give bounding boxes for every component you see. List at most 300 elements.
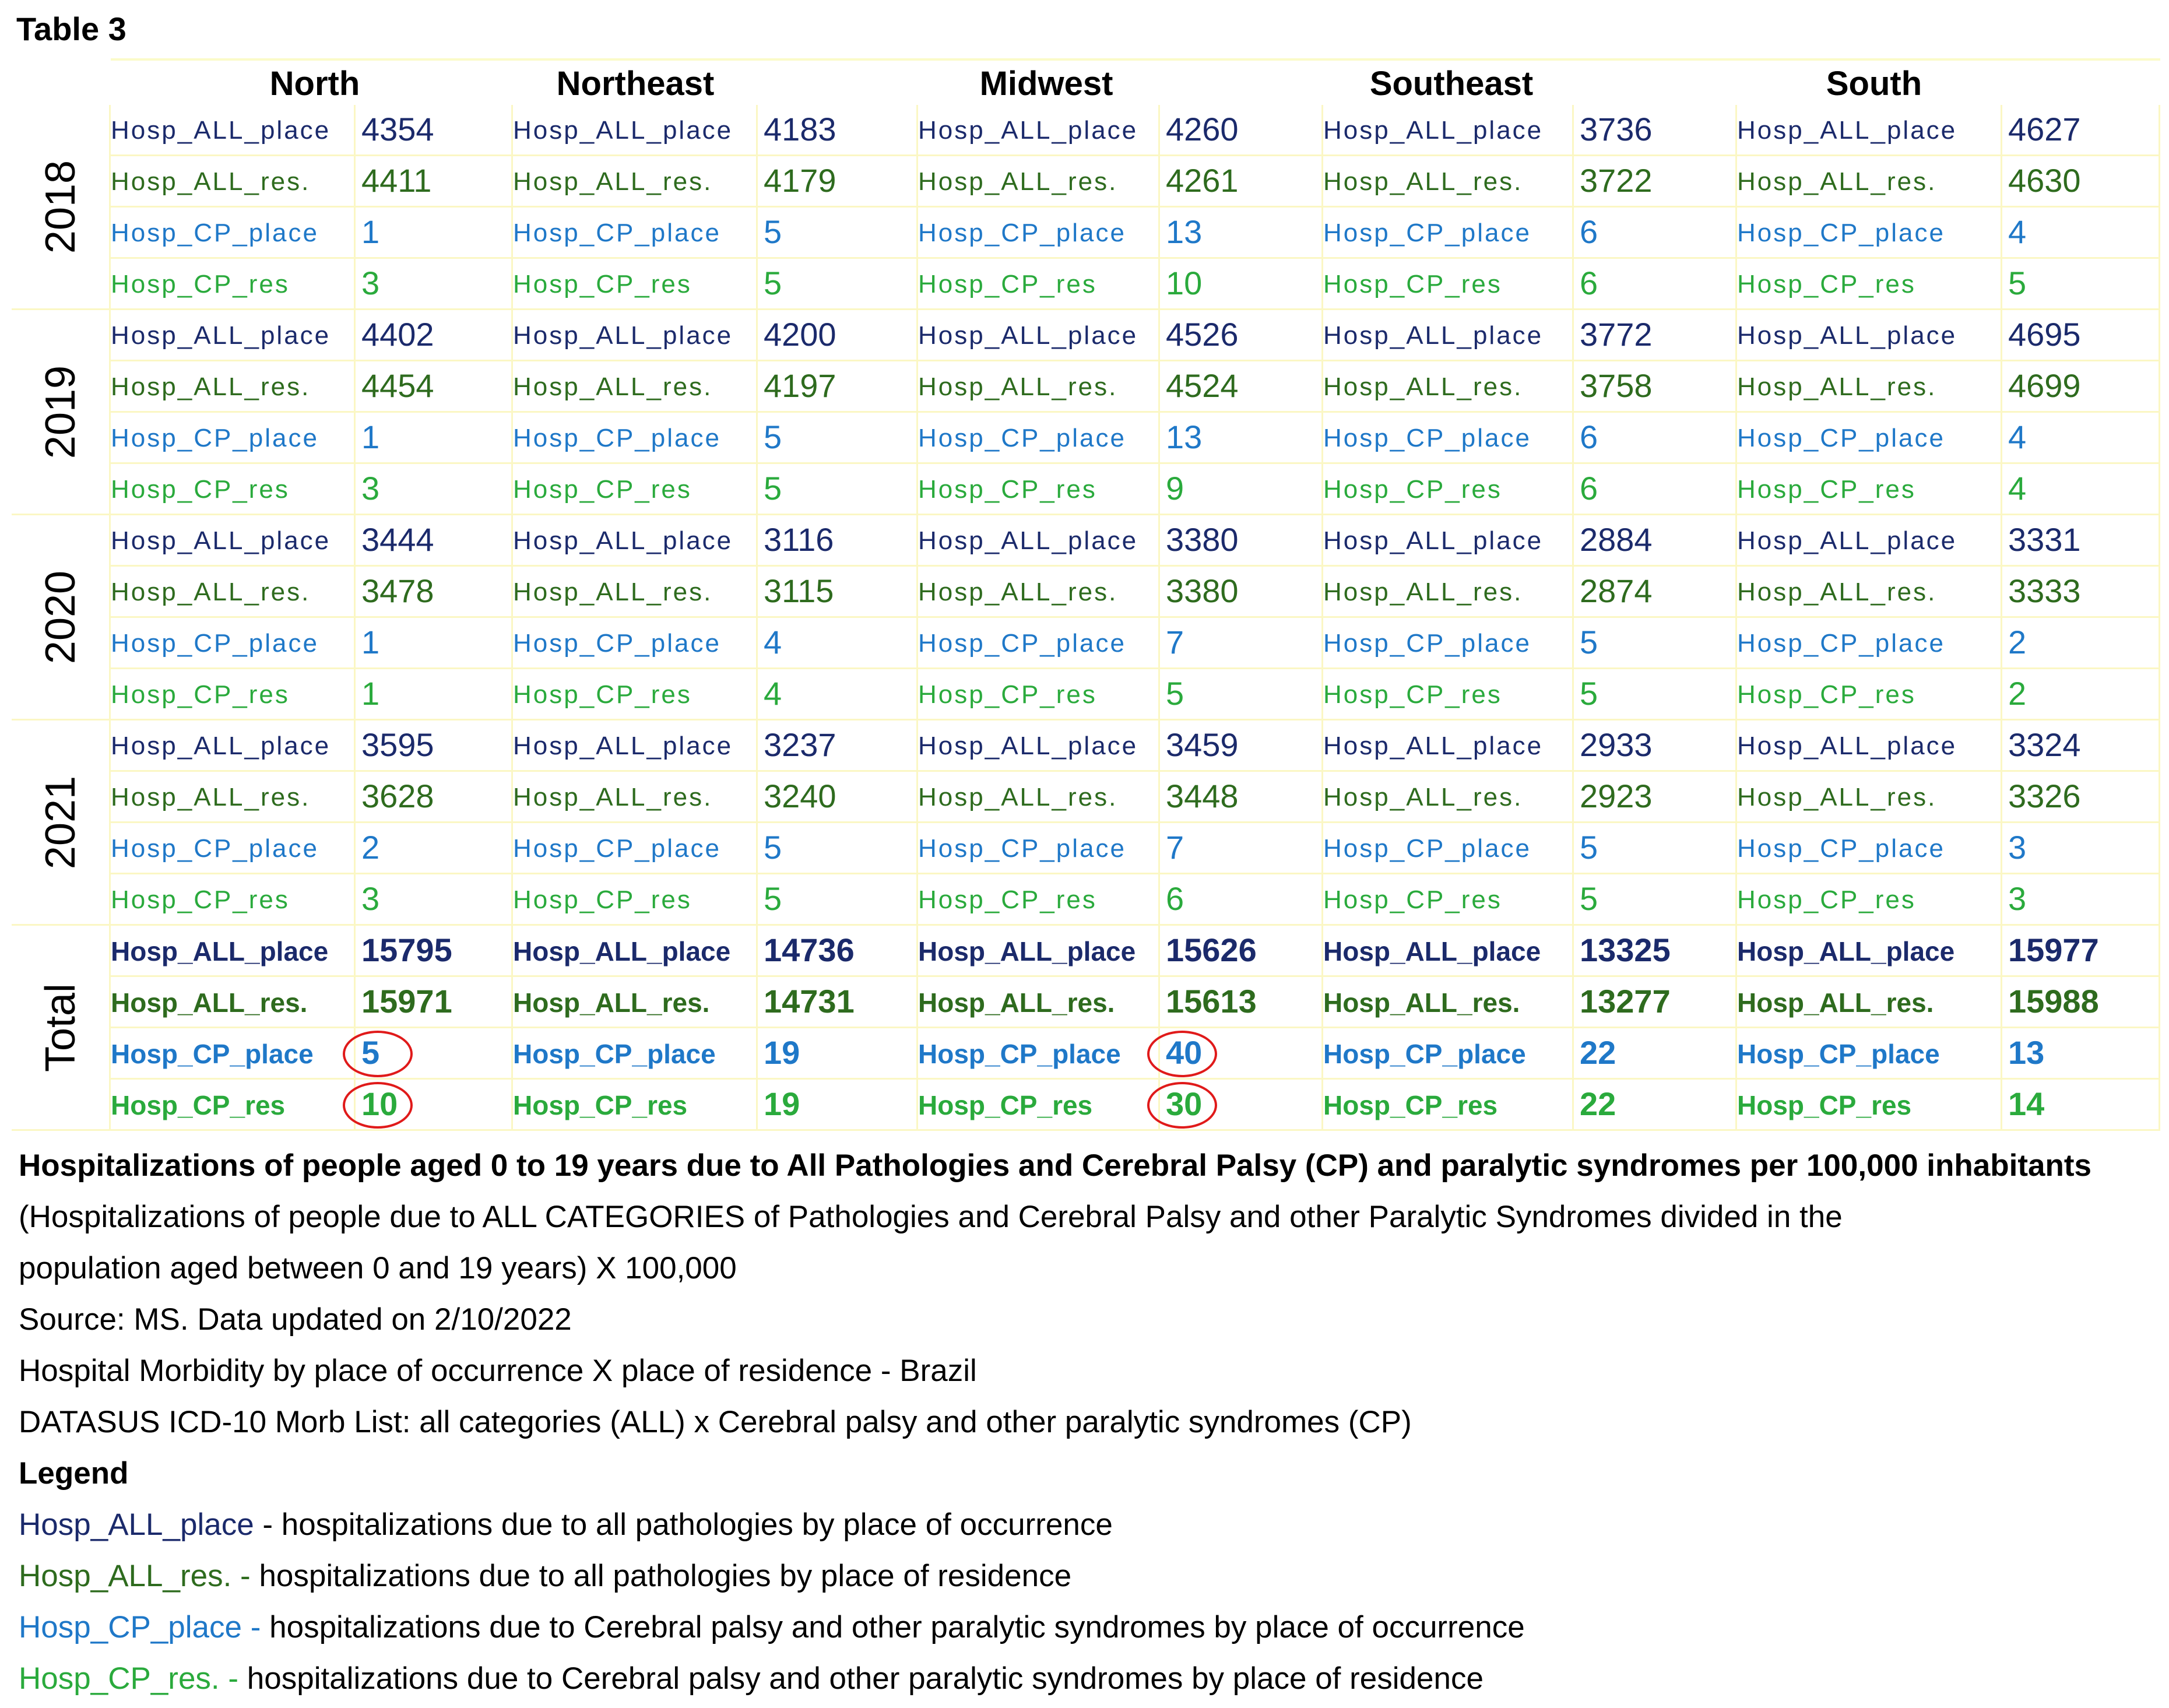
hosp-cp-res-label: Hosp_CP_res: [918, 680, 1097, 709]
hosp-cp-res-value: 6: [1580, 470, 1598, 507]
hosp-cp-place-value: 4: [2008, 419, 2027, 455]
hosp-all-res-value-cell: [1160, 977, 1323, 1028]
hosp-cp-res-value-cell: [1574, 259, 1737, 310]
hosp-all-place-value-cell: [1574, 926, 1737, 977]
hosp-cp-res-label: Hosp_CP_res: [918, 885, 1097, 914]
hosp-cp-place-value: 6: [1580, 213, 1598, 250]
hosp-all-place-value-cell: [1574, 105, 1737, 156]
formula-line-2: population aged between 0 and 19 years) X 100,000: [19, 1251, 737, 1285]
hosp-cp-place-value-cell: [1574, 208, 1737, 259]
hosp-all-place-value: 4260: [1166, 111, 1239, 147]
hosp-cp-res-value-cell: [758, 669, 918, 721]
hosp-cp-res-label: Hosp_CP_res: [111, 475, 290, 504]
hosp-cp-place-value: 1: [361, 213, 380, 250]
legend-description: hospitalizations due to all pathologies by place of residence: [259, 1559, 1072, 1593]
hosp-cp-place-label-cell: [513, 413, 758, 464]
hosp-all-place-value-cell: [758, 105, 918, 156]
hosp-cp-res-value-cell: [1574, 874, 1737, 926]
hosp-cp-place-value: 22: [1580, 1034, 1616, 1071]
hosp-cp-place-value-cell: [356, 208, 513, 259]
hosp-all-place-label-cell: [513, 105, 758, 156]
hosp-cp-place-value: 3: [2008, 829, 2027, 866]
hosp-cp-res-value-cell: [2002, 259, 2160, 310]
hosp-cp-res-label-cell: [1323, 669, 1574, 721]
hosp-cp-place-value: 2: [361, 829, 380, 866]
hosp-all-res-value: 4179: [764, 162, 836, 199]
hosp-cp-place-label: Hosp_CP_place: [1737, 834, 1945, 863]
hosp-cp-res-value-cell: [356, 464, 513, 515]
hosp-cp-place-label-cell: [1323, 1028, 1574, 1080]
hosp-cp-res-label-cell: [513, 464, 758, 515]
hosp-cp-res-value: 22: [1580, 1085, 1616, 1122]
year-label: 2020: [37, 570, 84, 664]
hosp-all-place-value: 4183: [764, 111, 836, 147]
hosp-all-res-label: Hosp_ALL_res.: [1737, 578, 1937, 606]
hosp-cp-res-value-cell: [1160, 464, 1323, 515]
hosp-cp-res-label: Hosp_CP_res: [1737, 475, 1916, 504]
hosp-all-res-label-cell: [1737, 361, 2002, 413]
hosp-all-place-value: 3380: [1166, 521, 1239, 558]
hosp-cp-res-label: Hosp_CP_res: [513, 1090, 688, 1120]
hosp-cp-place-value: 13: [2008, 1034, 2045, 1071]
hosp-cp-res-label: Hosp_CP_res: [918, 1090, 1093, 1120]
hosp-cp-place-label-cell: [513, 1028, 758, 1080]
hosp-cp-place-label-cell: [1737, 1028, 2002, 1080]
hosp-all-place-value: 15977: [2008, 932, 2099, 968]
hosp-all-place-value: 3324: [2008, 726, 2081, 763]
hosp-all-place-value: 4627: [2008, 111, 2081, 147]
hosp-all-res-label-cell: [111, 567, 356, 618]
hosp-all-place-value-cell: [356, 310, 513, 361]
hosp-cp-place-label-cell: [111, 413, 356, 464]
legend-separator: [261, 1610, 269, 1644]
hosp-all-res-label: Hosp_ALL_res.: [111, 783, 311, 811]
hosp-cp-place-label-cell: [918, 208, 1160, 259]
hosp-all-res-label-cell: [513, 361, 758, 413]
hosp-all-res-label: Hosp_ALL_res.: [1323, 372, 1523, 401]
hosp-all-place-value: 4200: [764, 316, 836, 353]
hosp-cp-res-value-cell: [356, 669, 513, 721]
hosp-cp-place-label-cell: [1737, 618, 2002, 669]
hosp-all-res-value: 3333: [2008, 572, 2081, 609]
hosp-cp-place-value-cell: [356, 413, 513, 464]
hosp-all-res-value: 15988: [2008, 983, 2099, 1020]
hosp-cp-place-label: Hosp_CP_place: [1323, 219, 1531, 247]
hosp-all-place-value-cell: [758, 721, 918, 772]
hosp-cp-res-label-cell: [513, 1080, 758, 1131]
hosp-all-place-label-cell: [513, 721, 758, 772]
source-line: Source: MS. Data updated on 2/10/2022: [19, 1302, 572, 1337]
legend-description: hospitalizations due to all pathologies by place of occurrence: [281, 1507, 1113, 1542]
hosp-cp-place-label-cell: [918, 823, 1160, 874]
hosp-cp-place-label-cell: [918, 1028, 1160, 1080]
hosp-all-res-label: Hosp_ALL_res.: [918, 578, 1118, 606]
hosp-cp-place-label: Hosp_CP_place: [513, 219, 721, 247]
hosp-all-res-label-cell: [1323, 361, 1574, 413]
hosp-all-place-value-cell: [1160, 926, 1323, 977]
hosp-all-res-value-cell: [2002, 361, 2160, 413]
hosp-cp-res-label: Hosp_CP_res: [1737, 1090, 1912, 1120]
hosp-all-res-label: Hosp_ALL_res.: [513, 987, 710, 1018]
hosp-all-res-label: Hosp_ALL_res.: [1323, 783, 1523, 811]
hosp-all-res-label-cell: [1323, 977, 1574, 1028]
hosp-all-place-value-cell: [758, 926, 918, 977]
hosp-cp-res-value: 6: [1166, 880, 1184, 917]
hosp-all-res-value: 15613: [1166, 983, 1257, 1020]
highlight-circle: [343, 1082, 413, 1129]
hosp-cp-res-label-cell: [1737, 874, 2002, 926]
hosp-all-place-label-cell: [1737, 310, 2002, 361]
hosp-all-res-value: 14731: [764, 983, 855, 1020]
legend-item: [19, 1656, 1484, 1702]
hosp-cp-res-label: Hosp_CP_res: [918, 270, 1097, 298]
hosp-cp-res-value-cell: [758, 464, 918, 515]
hosp-all-place-label: Hosp_ALL_place: [513, 936, 731, 967]
hosp-cp-place-label: Hosp_CP_place: [918, 219, 1126, 247]
legend-separator: [238, 1661, 247, 1696]
hosp-cp-place-value: 7: [1166, 829, 1184, 866]
hosp-all-place-value-cell: [2002, 515, 2160, 567]
highlight-circle: [1147, 1031, 1217, 1077]
hosp-all-res-value: 3478: [361, 572, 434, 609]
hosp-all-res-label-cell: [513, 772, 758, 823]
table-title: Table 3: [16, 10, 126, 47]
hosp-cp-res-value-cell: [1574, 464, 1737, 515]
hosp-all-place-value: 3237: [764, 726, 836, 763]
hosp-all-res-label-cell: [1737, 567, 2002, 618]
hosp-cp-res-label: Hosp_CP_res: [1323, 1090, 1498, 1120]
hosp-cp-res-label: Hosp_CP_res: [513, 885, 692, 914]
hosp-all-place-value: 3444: [361, 521, 434, 558]
hosp-cp-place-value: 1: [361, 624, 380, 660]
legend-key: Hosp_ALL_res. -: [19, 1559, 251, 1593]
hosp-cp-res-label: Hosp_CP_res: [1737, 680, 1916, 709]
hosp-all-res-label: Hosp_ALL_res.: [1737, 987, 1934, 1018]
hosp-all-res-value: 4699: [2008, 367, 2081, 404]
hosp-all-place-label-cell: [513, 515, 758, 567]
hosp-cp-res-label-cell: [1737, 259, 2002, 310]
hosp-all-place-label: Hosp_ALL_place: [513, 526, 733, 555]
hosp-cp-place-value-cell: [1574, 823, 1737, 874]
hosp-all-res-label: Hosp_ALL_res.: [1323, 987, 1520, 1018]
hosp-all-place-label: Hosp_ALL_place: [513, 116, 733, 145]
hosp-all-place-label-cell: [111, 515, 356, 567]
region-header-south: South: [1826, 65, 1922, 103]
hosp-all-place-value-cell: [2002, 310, 2160, 361]
hosp-cp-place-label: Hosp_CP_place: [513, 629, 721, 658]
hosp-all-place-label-cell: [1737, 105, 2002, 156]
hosp-cp-place-value: 5: [1580, 624, 1598, 660]
hosp-cp-res-value: 4: [764, 675, 782, 712]
hosp-cp-res-value: 5: [1580, 675, 1598, 712]
hosp-all-place-label: Hosp_ALL_place: [111, 526, 331, 555]
hosp-all-place-label-cell: [1737, 515, 2002, 567]
hosp-all-place-value: 3772: [1580, 316, 1653, 353]
data-table: [37, 105, 2160, 1160]
hosp-all-place-value: 4526: [1166, 316, 1239, 353]
hosp-all-place-value: 13325: [1580, 932, 1671, 968]
hosp-all-res-value-cell: [1160, 772, 1323, 823]
hosp-all-place-value-cell: [2002, 926, 2160, 977]
hosp-all-res-label-cell: [1737, 977, 2002, 1028]
hosp-all-place-label-cell: [918, 926, 1160, 977]
hosp-all-place-value: 14736: [764, 932, 855, 968]
region-header-north: North: [269, 65, 360, 103]
hosp-all-place-value-cell: [1160, 310, 1323, 361]
year-label-cell: [12, 515, 111, 721]
hosp-cp-place-value: 2: [2008, 624, 2027, 660]
hosp-cp-place-value-cell: [356, 618, 513, 669]
highlight-circle: [343, 1031, 413, 1077]
hosp-all-place-value-cell: [2002, 105, 2160, 156]
hosp-all-res-value-cell: [356, 361, 513, 413]
hosp-all-place-label: Hosp_ALL_place: [513, 321, 733, 350]
hosp-cp-res-label: Hosp_CP_res: [111, 885, 290, 914]
hosp-all-place-label: Hosp_ALL_place: [1323, 936, 1541, 967]
hosp-all-place-value-cell: [356, 515, 513, 567]
hosp-cp-place-label: Hosp_CP_place: [1323, 424, 1531, 452]
hosp-all-place-label-cell: [1737, 721, 2002, 772]
hosp-cp-res-label-cell: [918, 259, 1160, 310]
formula-line-1: (Hospitalizations of people due to ALL CATEGORIES of Pathologies and Cerebral Palsy and other Paralytic Syndromes divided in the: [19, 1200, 1843, 1234]
hosp-all-res-value: 3115: [764, 572, 834, 609]
hosp-all-res-label-cell: [111, 977, 356, 1028]
hosp-cp-place-value: 7: [1166, 624, 1184, 660]
hosp-all-place-value-cell: [356, 105, 513, 156]
hosp-cp-res-label-cell: [918, 669, 1160, 721]
hosp-cp-res-label-cell: [111, 874, 356, 926]
hosp-all-res-value: 3628: [361, 778, 434, 814]
hosp-cp-place-value: 5: [361, 1034, 380, 1071]
hosp-all-res-value: 3380: [1166, 572, 1239, 609]
hosp-cp-place-value: 5: [764, 213, 782, 250]
hosp-all-res-value-cell: [2002, 156, 2160, 208]
hosp-cp-place-value: 5: [764, 419, 782, 455]
hosp-cp-res-label-cell: [918, 464, 1160, 515]
hosp-all-place-label: Hosp_ALL_place: [1323, 116, 1544, 145]
hosp-all-place-value: 4354: [361, 111, 434, 147]
hosp-all-res-label-cell: [513, 977, 758, 1028]
hosp-cp-place-value: 1: [361, 419, 380, 455]
hosp-all-res-value: 4197: [764, 367, 836, 404]
hosp-all-place-label: Hosp_ALL_place: [918, 116, 1138, 145]
hosp-all-place-value-cell: [1574, 721, 1737, 772]
hosp-all-place-value: 4402: [361, 316, 434, 353]
hosp-cp-place-label: Hosp_CP_place: [111, 219, 319, 247]
hosp-all-place-value-cell: [758, 310, 918, 361]
hosp-all-place-value: 3331: [2008, 521, 2081, 558]
hosp-all-place-label-cell: [1323, 926, 1574, 977]
hosp-all-res-value: 3448: [1166, 778, 1239, 814]
hosp-all-res-label: Hosp_ALL_res.: [111, 167, 311, 196]
hosp-all-place-value: 2933: [1580, 726, 1653, 763]
hosp-cp-res-label: Hosp_CP_res: [111, 1090, 286, 1120]
hosp-all-res-value-cell: [356, 156, 513, 208]
notes-heading: Hospitalizations of people aged 0 to 19 years due to All Pathologies and Cerebral Palsy (CP) and paralytic syndromes per 100,000 inhabitants: [19, 1148, 2091, 1183]
hosp-cp-res-value: 5: [764, 880, 782, 917]
hosp-cp-res-label-cell: [918, 874, 1160, 926]
hosp-cp-res-value: 3: [361, 470, 380, 507]
hosp-cp-res-label-cell: [513, 669, 758, 721]
year-label-cell: [12, 721, 111, 926]
hosp-cp-place-value-cell: [1574, 618, 1737, 669]
hosp-all-place-label-cell: [918, 515, 1160, 567]
hosp-cp-res-value: 19: [764, 1085, 800, 1122]
hosp-cp-res-value-cell: [1574, 1080, 1737, 1131]
hosp-cp-res-value: 5: [1166, 675, 1184, 712]
morbidity-line: Hospital Morbidity by place of occurrence X place of residence - Brazil: [19, 1354, 977, 1388]
hosp-cp-place-label-cell: [513, 208, 758, 259]
hosp-all-place-label-cell: [111, 105, 356, 156]
hosp-cp-place-value-cell: [2002, 208, 2160, 259]
hosp-all-place-label: Hosp_ALL_place: [918, 526, 1138, 555]
hosp-all-res-label: Hosp_ALL_res.: [513, 783, 713, 811]
hosp-all-place-label-cell: [918, 310, 1160, 361]
year-label: 2019: [37, 365, 84, 459]
hosp-all-res-value-cell: [356, 567, 513, 618]
hosp-cp-place-value-cell: [2002, 1028, 2160, 1080]
hosp-all-res-value: 3326: [2008, 778, 2081, 814]
hosp-all-res-label-cell: [1737, 772, 2002, 823]
hosp-all-res-label-cell: [918, 977, 1160, 1028]
hosp-all-place-label: Hosp_ALL_place: [918, 732, 1138, 760]
region-header-row: [111, 58, 2160, 110]
hosp-all-place-label: Hosp_ALL_place: [111, 116, 331, 145]
hosp-cp-place-label: Hosp_CP_place: [1323, 1039, 1526, 1069]
hosp-all-place-value-cell: [1160, 721, 1323, 772]
hosp-cp-res-value: 2: [2008, 675, 2027, 712]
hosp-all-res-label: Hosp_ALL_res.: [918, 372, 1118, 401]
hosp-all-res-label-cell: [918, 156, 1160, 208]
hosp-cp-place-label-cell: [111, 208, 356, 259]
hosp-all-place-label: Hosp_ALL_place: [1323, 732, 1544, 760]
hosp-all-place-label-cell: [111, 926, 356, 977]
hosp-all-place-value-cell: [758, 515, 918, 567]
year-label: Total: [37, 983, 84, 1072]
hosp-cp-place-value: 4: [2008, 213, 2027, 250]
hosp-cp-res-label: Hosp_CP_res: [111, 270, 290, 298]
hosp-cp-res-value-cell: [356, 874, 513, 926]
hosp-cp-res-label: Hosp_CP_res: [1737, 270, 1916, 298]
hosp-cp-place-label-cell: [1737, 413, 2002, 464]
hosp-all-res-value: 4261: [1166, 162, 1239, 199]
hosp-cp-res-label: Hosp_CP_res: [513, 475, 692, 504]
hosp-all-res-label-cell: [1323, 156, 1574, 208]
hosp-cp-res-label: Hosp_CP_res: [918, 475, 1097, 504]
hosp-cp-res-label-cell: [111, 464, 356, 515]
hosp-all-res-value: 3758: [1580, 367, 1653, 404]
hosp-cp-place-label-cell: [111, 1028, 356, 1080]
hosp-cp-res-label: Hosp_CP_res: [1737, 885, 1916, 914]
hosp-cp-place-label: Hosp_CP_place: [111, 424, 319, 452]
hosp-all-res-label: Hosp_ALL_res.: [1737, 783, 1937, 811]
hosp-all-res-value-cell: [758, 567, 918, 618]
hosp-all-res-value: 3722: [1580, 162, 1653, 199]
hosp-all-place-label-cell: [918, 721, 1160, 772]
legend-separator: -: [254, 1507, 282, 1542]
hosp-cp-place-value: 6: [1580, 419, 1598, 455]
hosp-all-place-label: Hosp_ALL_place: [1737, 526, 1957, 555]
hosp-all-res-value: 4454: [361, 367, 434, 404]
year-label-cell: [12, 310, 111, 515]
year-label-cell: [12, 105, 111, 310]
hosp-all-res-label-cell: [1323, 772, 1574, 823]
hosp-all-res-value-cell: [1160, 156, 1323, 208]
hosp-all-res-value-cell: [758, 361, 918, 413]
hosp-cp-res-value-cell: [2002, 669, 2160, 721]
hosp-all-res-value: 3240: [764, 778, 836, 814]
hosp-all-res-value: 2923: [1580, 778, 1653, 814]
hosp-cp-place-label-cell: [1323, 823, 1574, 874]
year-label: 2021: [37, 775, 84, 869]
hosp-cp-res-label: Hosp_CP_res: [1323, 270, 1502, 298]
hosp-cp-res-label: Hosp_CP_res: [1323, 885, 1502, 914]
hosp-all-place-value-cell: [1160, 105, 1323, 156]
hosp-all-res-value-cell: [2002, 772, 2160, 823]
hosp-all-res-label: Hosp_ALL_res.: [111, 372, 311, 401]
hosp-cp-res-label-cell: [111, 1080, 356, 1131]
hosp-cp-res-label-cell: [1323, 464, 1574, 515]
hosp-all-res-label-cell: [111, 156, 356, 208]
hosp-all-place-label: Hosp_ALL_place: [1737, 732, 1957, 760]
hosp-cp-place-value-cell: [758, 208, 918, 259]
hosp-all-res-label: Hosp_ALL_res.: [1737, 372, 1937, 401]
hosp-all-place-label-cell: [111, 310, 356, 361]
hosp-all-res-label: Hosp_ALL_res.: [111, 578, 311, 606]
hosp-all-place-label-cell: [918, 105, 1160, 156]
hosp-all-place-label: Hosp_ALL_place: [111, 936, 329, 967]
hosp-all-res-label: Hosp_ALL_res.: [918, 167, 1118, 196]
hosp-cp-res-value-cell: [758, 1080, 918, 1131]
hosp-cp-place-label: Hosp_CP_place: [1323, 629, 1531, 658]
hosp-cp-res-label-cell: [513, 874, 758, 926]
hosp-all-place-value: 2884: [1580, 521, 1653, 558]
hosp-all-res-label: Hosp_ALL_res.: [918, 987, 1115, 1018]
hosp-cp-res-value: 3: [361, 265, 380, 301]
hosp-cp-place-label: Hosp_CP_place: [918, 834, 1126, 863]
hosp-cp-place-label-cell: [513, 823, 758, 874]
hosp-all-place-value: 4695: [2008, 316, 2081, 353]
hosp-cp-place-value-cell: [2002, 618, 2160, 669]
hosp-all-place-label: Hosp_ALL_place: [1737, 116, 1957, 145]
hosp-all-res-label-cell: [513, 156, 758, 208]
hosp-cp-res-value-cell: [1574, 669, 1737, 721]
legend-separator: [251, 1559, 259, 1593]
legend-title: Legend: [19, 1456, 129, 1491]
hosp-cp-res-value: 3: [361, 880, 380, 917]
hosp-all-res-label: Hosp_ALL_res.: [918, 783, 1118, 811]
hosp-cp-res-value-cell: [758, 259, 918, 310]
hosp-cp-res-value: 10: [361, 1085, 398, 1122]
hosp-all-res-label: Hosp_ALL_res.: [513, 372, 713, 401]
hosp-all-res-label-cell: [1737, 156, 2002, 208]
hosp-cp-res-label-cell: [1323, 874, 1574, 926]
hosp-cp-res-value: 4: [2008, 470, 2027, 507]
hosp-all-place-label-cell: [1737, 926, 2002, 977]
hosp-all-place-value: 3459: [1166, 726, 1239, 763]
hosp-cp-place-label: Hosp_CP_place: [1737, 219, 1945, 247]
hosp-cp-res-label: Hosp_CP_res: [111, 680, 290, 709]
hosp-all-res-value-cell: [758, 772, 918, 823]
legend-item: [19, 1604, 1525, 1651]
hosp-all-res-label-cell: [918, 772, 1160, 823]
hosp-cp-res-value-cell: [1160, 259, 1323, 310]
hosp-cp-place-label-cell: [1323, 413, 1574, 464]
hosp-cp-res-value: 3: [2008, 880, 2027, 917]
hosp-all-place-label: Hosp_ALL_place: [1323, 321, 1544, 350]
hosp-all-res-label: Hosp_ALL_res.: [1323, 167, 1523, 196]
hosp-all-place-label-cell: [513, 926, 758, 977]
